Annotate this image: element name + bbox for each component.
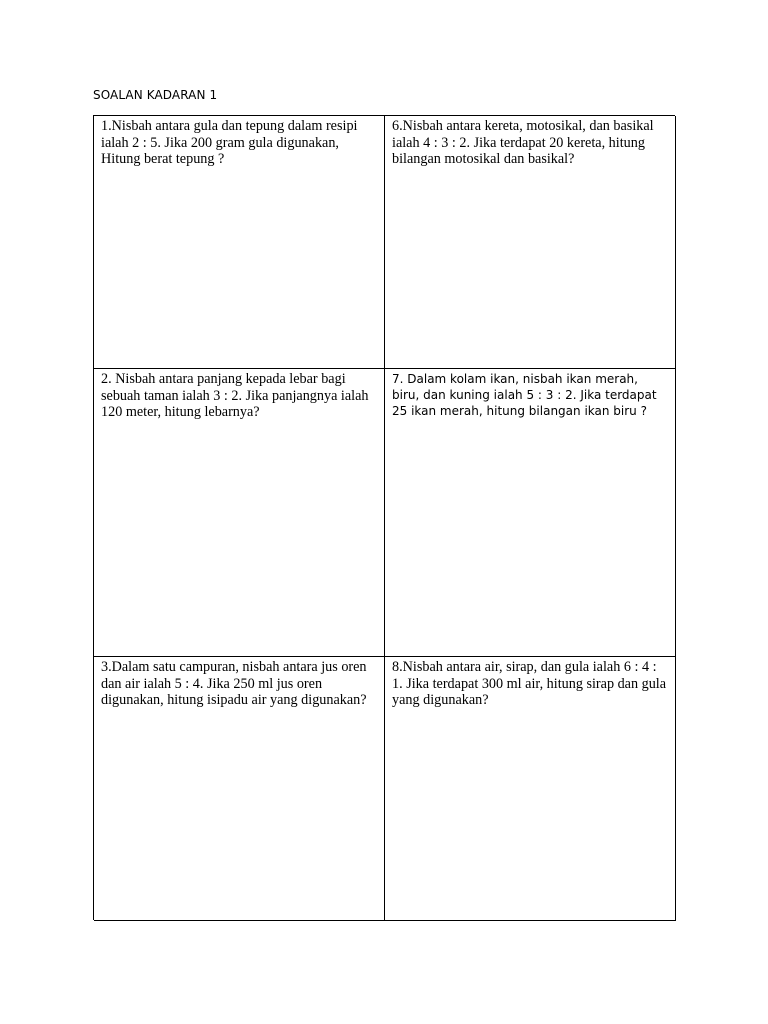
- document-title: SOALAN KADARAN 1: [93, 88, 218, 102]
- question-cell-1: 1.Nisbah antara gula dan tepung dalam resipi ialah 2 : 5. Jika 200 gram gula digunakan, Hitung berat tepung ?: [94, 116, 385, 369]
- question-cell-2: 2. Nisbah antara panjang kepada lebar bagi sebuah taman ialah 3 : 2. Jika panjangnya ialah 120 meter, hitung lebarnya?: [94, 369, 385, 657]
- question-cell-8: 8.Nisbah antara air, sirap, dan gula ialah 6 : 4 : 1. Jika terdapat 300 ml air, hitung sirap dan gula yang digunakan?: [385, 657, 676, 921]
- question-table: [93, 115, 675, 920]
- question-cell-3: 3.Dalam satu campuran, nisbah antara jus oren dan air ialah 5 : 4. Jika 250 ml jus oren digunakan, hitung isipadu air yang digunakan?: [94, 657, 385, 921]
- question-cell-7: 7. Dalam kolam ikan, nisbah ikan merah, biru, dan kuning ialah 5 : 3 : 2. Jika terdapat 25 ikan merah, hitung bilangan ikan biru ?: [385, 369, 676, 657]
- question-cell-6: 6.Nisbah antara kereta, motosikal, dan basikal ialah 4 : 3 : 2. Jika terdapat 20 kereta, hitung bilangan motosikal dan basikal?: [385, 116, 676, 369]
